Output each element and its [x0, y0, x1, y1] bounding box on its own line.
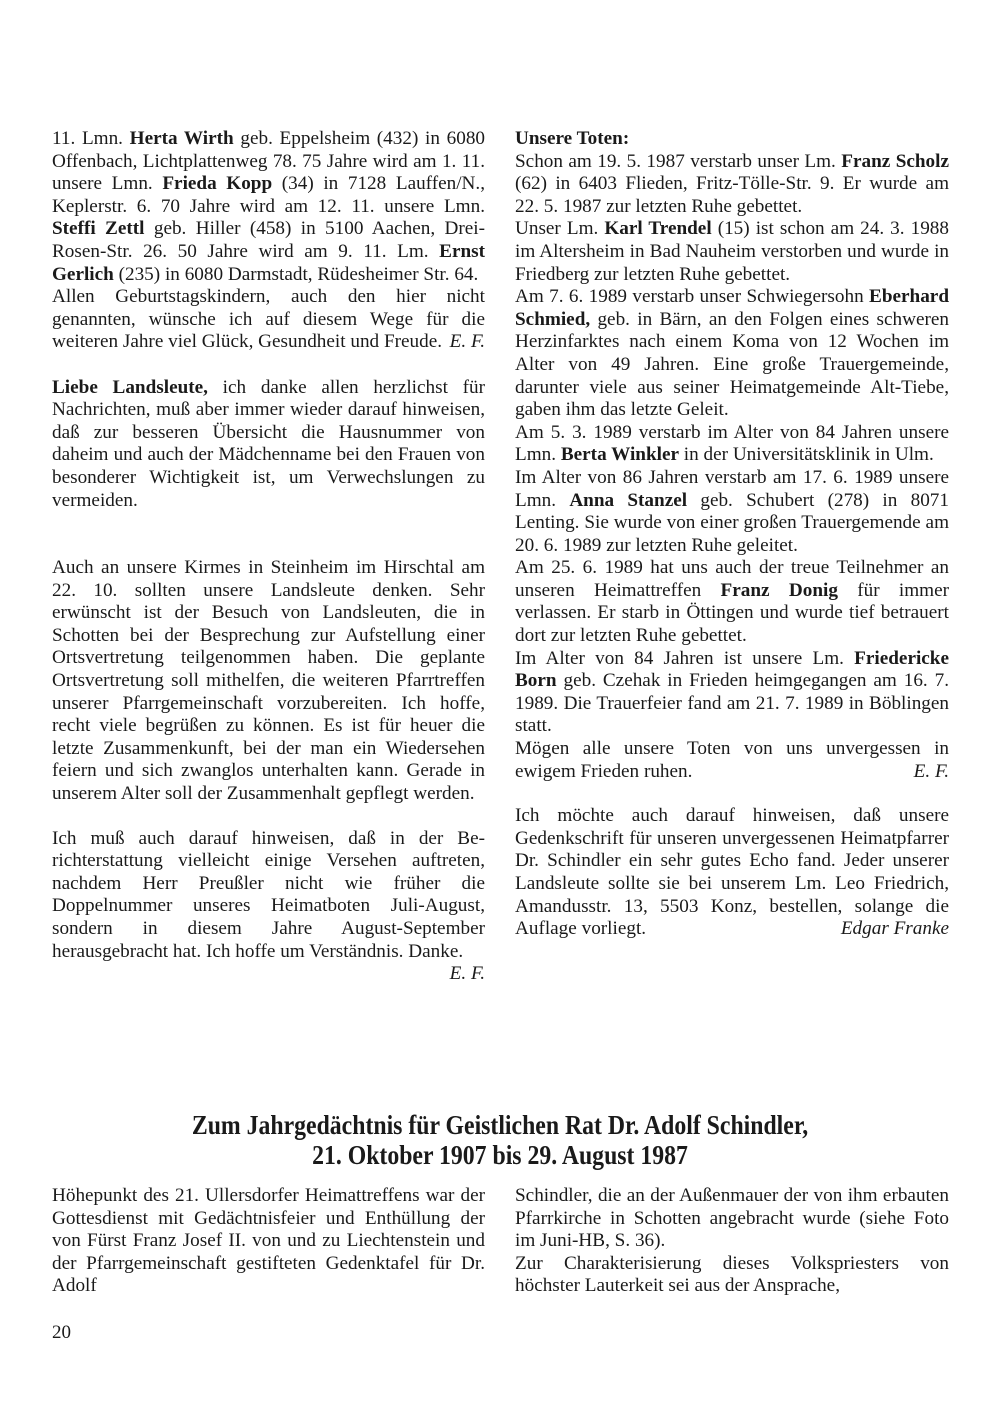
- person-name: Anna Stanzel: [569, 489, 688, 511]
- landsleute-paragraph: Liebe Landsleute, ich danke allen herzlichst für Nachrichten, muß aber immer wieder darauf hinweisen, daß zur besseren Übersicht die Hausnummer von daheim und auch der Mädchenname bei den Frauen von besonderer Wichtigkeit ist, um Verwechslungen zu vermeiden.: [52, 376, 485, 511]
- article-paragraph: Zur Charakterisierung dieses Volkspriesters von höchster Lauterkeit sei aus der Ansprache,: [515, 1252, 949, 1297]
- person-name: Friedericke Born: [515, 647, 949, 692]
- article-paragraph: Schindler, die an der Außenmauer der von ihm erbauten Pfarrkirche in Schotten angebracht wurde (siehe Foto im Juni-HB, S. 36).: [515, 1185, 949, 1252]
- right-column: [515, 128, 949, 941]
- signature: E. F.: [449, 963, 485, 985]
- obituary-stanzel: Im Alter von 86 Jahren verstarb am 17. 6. 1989 unsere Lmn. Anna Stanzel geb. Schubert (278) in 8071 Lenting. Sie wurde von einer großen Trauergemende am 20. 6. 1989 zur letzten Ruhe geleitet.: [515, 466, 949, 556]
- article-title-line-2: 21. Oktober 1907 bis 29. August 1987: [312, 1140, 688, 1170]
- obituary-scholz: Schon am 19. 5. 1987 verstarb unser Lm. Franz Scholz (62) in 6403 Flieden, Fritz-Tölle-Str. 9. Er wurde am 22. 5. 1987 zur letzten Ruhe gebettet.: [515, 150, 949, 217]
- obituary-winkler: Am 5. 3. 1989 verstarb im Alter von 84 Jahren unsere Lmn. Berta Winkler in der Universitätsklinik in Ulm.: [515, 421, 949, 466]
- person-name: Berta Winkler: [560, 444, 679, 466]
- article-left-column: [52, 1185, 485, 1298]
- obituary-donig: Am 25. 6. 1989 hat uns auch der treue Teilnehmer an unseren Heimattreffen Franz Donig für immer verlassen. Er starb in Öttingen und wurde tief betrauert dort zur letzten Ruhe gebettet.: [515, 557, 949, 647]
- gedenkschrift-paragraph: Ich möchte auch darauf hinweisen, daß unsere Gedenkschrift für unseren unvergessenen Heimatpfarrer Dr. Schindler ein sehr gutes Echo fand. Jeder unserer Landsleute sollte sie bei unserem Lm. Leo Friedrich, Amandusstr. 13, 5503 Konz, bestellen, solange die Auflage vorliegt. Edgar Franke: [515, 805, 949, 940]
- versehen-paragraph: Ich muß auch darauf hinweisen, daß in der Berichterstattung vielleicht einige Versehen auftreten, nachdem Herr Preußler nicht wie früher die Doppelnummer unseres Heimatboten Juli-August, sondern in diesem Jahre August-September herausgebracht hat. Ich hoffe um Verständnis. Danke. E. F.: [52, 827, 485, 985]
- person-name: Ernst Gerlich: [52, 240, 485, 285]
- person-name: Franz Donig: [720, 579, 838, 601]
- person-name: Franz Scholz: [841, 150, 949, 172]
- birthday-paragraph: 11. Lmn. Herta Wirth geb. Eppelsheim (432) in 6080 Offenbach, Lichtplattenweg 78. 75 Jahre wird am 1. 11. unsere Lmn. Frieda Kopp (34) in 7128 Lauffen/N., Keplerstr. 6. 70 Jahre wird am 12. 11. unsere Lmn. Steffi Zettl geb. Hiller (458) in 5100 Aachen, Drei-Rosen-Str. 26. 50 Jahre wird am 9. 11. Lm. Ernst Gerlich (235) in 6080 Darmstadt, Rüdesheimer Str. 64.: [52, 128, 486, 285]
- article-right-column: [515, 1185, 949, 1298]
- salutation: Liebe Landsleute,: [52, 376, 208, 398]
- left-column: [52, 128, 485, 986]
- person-name: Karl Trendel: [604, 218, 712, 240]
- article-title-line-1: Zum Jahrgedächtnis für Geistlichen Rat Dr. Adolf Schindler,: [191, 1110, 809, 1140]
- section-heading: Unsere Toten:: [515, 128, 630, 149]
- closing-paragraph: Mögen alle unsere Toten von uns unvergessen in ewigem Frieden ruhen. E. F.: [515, 738, 949, 782]
- signature: E. F.: [913, 760, 949, 782]
- kirmes-paragraph: Auch an unsere Kirmes in Steinheim im Hirschtal am 22. 10. sollten unsere Landsleute denken. Sehr erwünscht ist der Besuch von Landsleuten, die in Schotten bei der Besprechung zur Aufstellung einer Ortsvertretung teilgenommen haben. Die geplante Ortsvertretung soll mithelfen, die weiteren Pfarrtreffen unserer Pfarrgemeinschaft vorzubereiten. Ich hoffe, recht viele begrüßen zu können. Es ist für heuer die letzte Zusammenkunft, bei der man ein Wiedersehen feiern und sich zwanglos unterhalten kann. Gerade in unserem Alter soll der Zusammenhalt gepflegt werden.: [52, 557, 485, 805]
- signature: E. F.: [449, 331, 485, 353]
- article-title: [113, 1110, 887, 1170]
- wishes-paragraph: Allen Geburtstagskindern, auch den hier nicht genannten, wünsche ich auf diesem Wege für die weiteren Jahre viel Glück, Gesundheit und Freude. E. F.: [52, 286, 485, 353]
- article-paragraph: Höhepunkt des 21. Ullersdorfer Heimattreffens war der Gottesdienst mit Gedächtnisfeier und Enthüllung der von Fürst Franz Josef II. von und zu Liechtenstein und der Pfarrgemeinschaft gestifteten Gedenktafel für Dr. Adolf: [52, 1185, 485, 1297]
- person-name: Eberhard Schmied,: [515, 286, 949, 330]
- signature: Edgar Franke: [840, 918, 949, 940]
- obituary-trendel: Unser Lm. Karl Trendel (15) ist schon am 24. 3. 1988 im Altersheim in Bad Nauheim verstorben und wurde in Friedberg zur letzten Ruhe gebettet.: [515, 218, 949, 285]
- person-name: Herta Wirth: [129, 128, 234, 149]
- person-name: Frieda Kopp: [162, 173, 273, 195]
- obituary-born: Im Alter von 84 Jahren ist unsere Lm. Friedericke Born geb. Czehak in Frieden heimgegangen am 16. 7. 1989. Die Trauerfeier fand am 21. 7. 1989 in Böblingen statt.: [515, 647, 949, 737]
- page-number: 20: [52, 1322, 71, 1343]
- obituary-schmied: Am 7. 6. 1989 verstarb unser Schwiegersohn Eberhard Schmied, geb. in Bärn, an den Folgen eines schweren Herzinfarktes nach einem Koma von 12 Wochen im Alter von 49 Jahren. Eine große Trauergemeinde, darunter viele aus seiner Heimatgemeinde Alt-Tiebe, gaben ihm das letzte Geleit.: [515, 286, 949, 421]
- person-name: Steffi Zettl: [52, 218, 145, 240]
